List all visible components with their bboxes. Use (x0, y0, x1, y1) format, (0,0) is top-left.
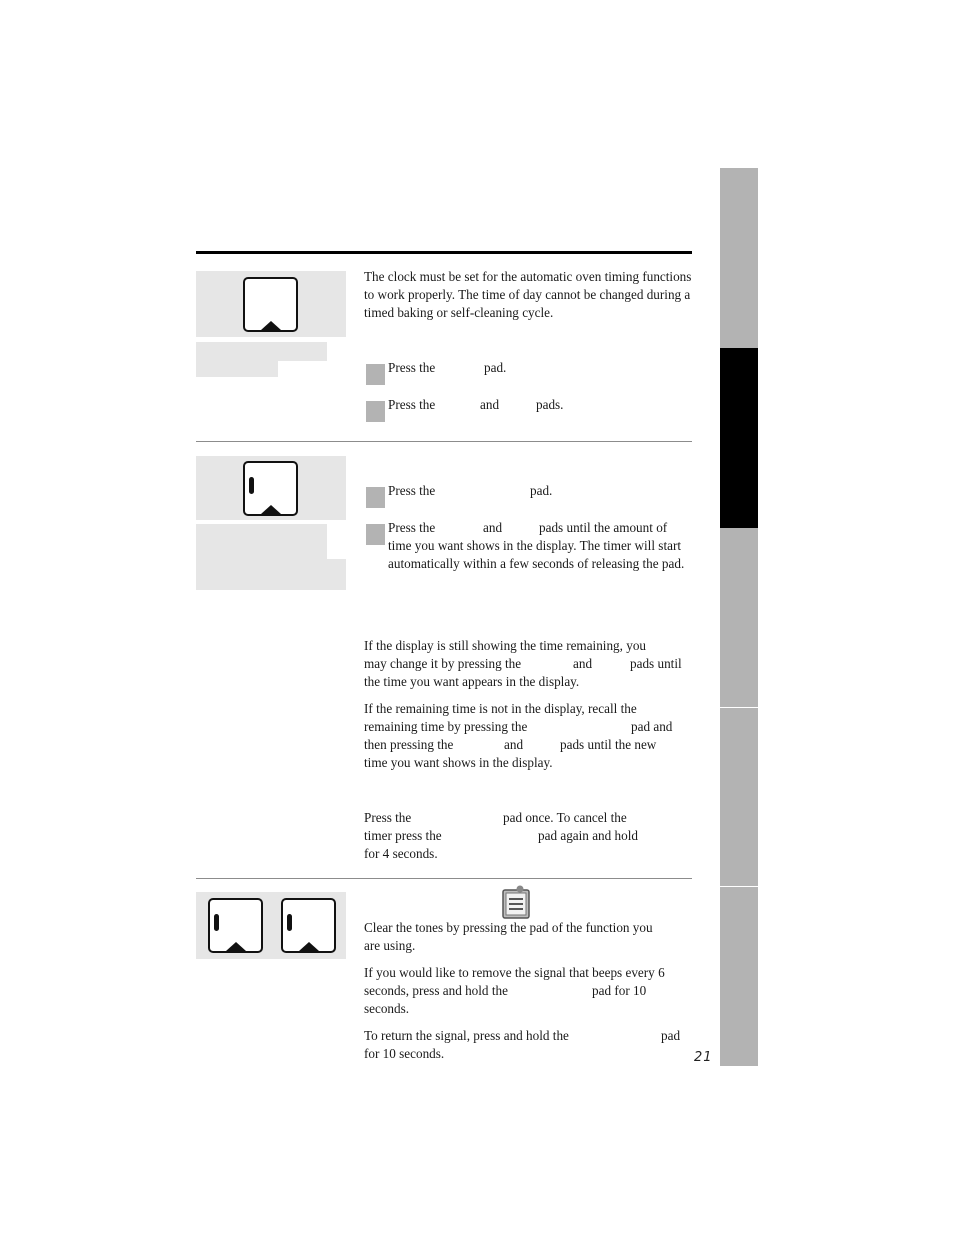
cancel-l2a: timer press the (364, 828, 442, 843)
tones-keypad-icon-2 (281, 898, 336, 953)
reset-p2-l2a: remaining time by pressing the (364, 719, 528, 734)
clock-intro-text: The clock must be set for the automatic oven timing functions to work properly. The time of day cannot be changed during a timed baking or self-cleaning cycle. (364, 269, 692, 320)
timer-step-1-marker (366, 487, 385, 508)
clock-step-1: Press the (388, 360, 436, 375)
timer-keypad-icon (243, 461, 298, 516)
side-tab-5 (720, 887, 758, 1066)
cancel-l3: for 4 seconds. (364, 846, 438, 861)
section-divider-1 (196, 441, 692, 442)
reset-p1-l2b: and (573, 656, 593, 671)
reset-p2-l3b: and (504, 737, 524, 752)
keypad-arrow (226, 942, 246, 951)
section-top-rule (196, 251, 692, 254)
timer-label-panel (196, 524, 327, 559)
cancel-l1b: pad once. To cancel the (503, 810, 627, 825)
clock-label-bar-2 (196, 361, 278, 377)
section-divider-2 (196, 878, 692, 879)
tones-p2-l2b: pad for 10 (592, 983, 647, 998)
reset-p2-l2b: pad and (631, 719, 673, 734)
timer-step-2-and: and (483, 520, 503, 535)
reset-p2-l3c: pads until the new (560, 737, 657, 752)
reset-p2-l4: time you want shows in the display. (364, 755, 553, 770)
clock-step-1-marker (366, 364, 385, 385)
cancel-l1a: Press the (364, 810, 412, 825)
clock-label-bar (196, 342, 327, 361)
timer-step-2-rest: time you want shows in the display. The timer will start automatically within a few seconds of releasing the pad. (388, 538, 685, 571)
page-number: 21 (694, 1050, 713, 1065)
keypad-arrow (261, 321, 281, 330)
side-tab-active (720, 348, 758, 528)
tones-p3-l2: for 10 seconds. (364, 1046, 445, 1061)
clock-step-2-marker (366, 401, 385, 422)
clock-step-2-and: and (480, 397, 500, 412)
tones-p3-l1a: To return the signal, press and hold the (364, 1028, 569, 1043)
keypad-indicator (249, 477, 254, 494)
tones-p2-l1: If you would like to remove the signal that beeps every 6 (364, 965, 665, 980)
reset-p2-l1: If the remaining time is not in the display, recall the (364, 701, 637, 716)
clock-step-1-tail: pad. (484, 360, 507, 375)
timer-label-panel-2 (196, 559, 346, 590)
clock-keypad-icon (243, 277, 298, 332)
side-tab-top (720, 168, 758, 348)
reset-p1-l2a: may change it by pressing the (364, 656, 522, 671)
timer-step-2-marker (366, 524, 385, 545)
side-tab-3 (720, 528, 758, 707)
tones-p2-l3: seconds. (364, 1001, 410, 1016)
timer-step-1: Press the (388, 483, 436, 498)
clock-step-2: Press the (388, 397, 436, 412)
tones-p1-l2: are using. (364, 938, 416, 953)
keypad-indicator (214, 914, 219, 931)
tones-p2-l2a: seconds, press and hold the (364, 983, 508, 998)
reset-p1-l1: If the display is still showing the time remaining, you (364, 638, 647, 653)
keypad-indicator (287, 914, 292, 931)
clock-step-2-tail: pads. (536, 397, 564, 412)
tones-p3-l1b: pad (661, 1028, 681, 1043)
reset-p1-l2c: pads until (630, 656, 682, 671)
tones-p1-l1: Clear the tones by pressing the pad of the function you (364, 920, 653, 935)
cancel-l2b: pad again and hold (538, 828, 638, 843)
reset-p1-l3: the time you want appears in the display. (364, 674, 580, 689)
timer-step-1-tail: pad. (530, 483, 553, 498)
timer-step-2-tail: pads until the amount of (539, 520, 668, 535)
reset-p2-l3a: then pressing the (364, 737, 454, 752)
tones-keypad-icon-1 (208, 898, 263, 953)
clipboard-note-icon (500, 884, 534, 920)
side-tab-4 (720, 708, 758, 886)
timer-step-2: Press the (388, 520, 436, 535)
keypad-arrow (261, 505, 281, 514)
keypad-arrow (299, 942, 319, 951)
